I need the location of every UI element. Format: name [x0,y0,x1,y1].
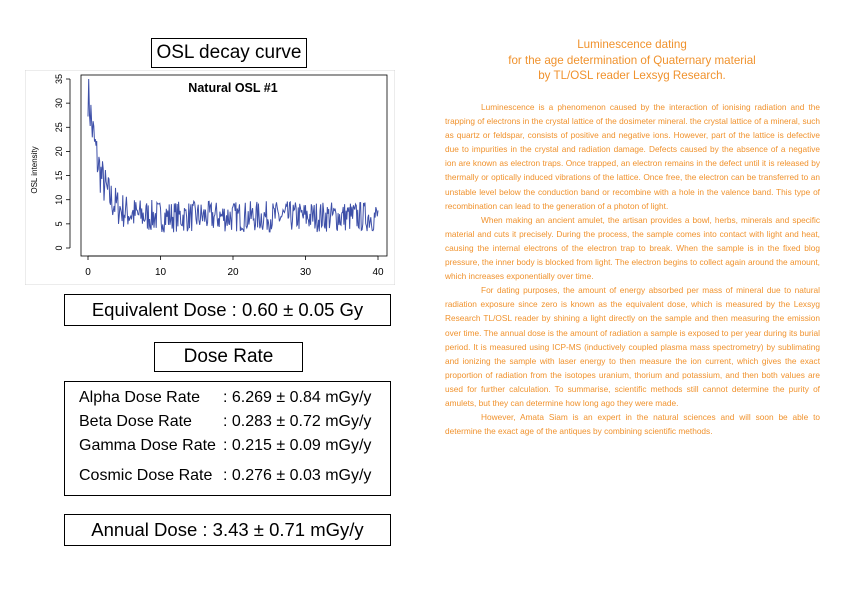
dose-value: : 0.276 ± 0.03 mGy/y [223,467,372,484]
y-axis-label: OSL intensity [30,146,39,194]
x-tick-label: 20 [227,267,239,278]
dose-name: Cosmic Dose Rate [79,467,213,484]
article-title-line: for the age determination of Quaternary material [508,53,756,67]
dose-name: Alpha Dose Rate [79,389,200,406]
chart-title-text: OSL decay curve [156,42,302,63]
dose-rate-title-text: Dose Rate [183,346,274,367]
x-tick-label: 40 [372,267,384,278]
y-tick-label: 15 [54,170,64,181]
article-paragraph: When making an ancient amulet, the artisan provides a bowl, herbs, minerals and specific material and cuts it precisely. During the process, the sample comes into contact with light and heat, causing the internal electrons of the electron trap to break. When the sample is in the fixed blog pressure, the inner body is blocked from light. The electron begins to collect again around the amount, which increases exponentially over time. [445,214,820,282]
y-tick-label: 5 [54,221,64,227]
dose-name: Gamma Dose Rate [79,437,216,454]
article-title-line: by TL/OSL reader Lexsyg Research. [538,69,726,82]
article-paragraph: However, Amata Siam is an expert in the natural sciences and will soon be able to determine the exact age of the antiques by combining scientific methods. [445,412,820,437]
article-title-line: Luminescence dating [577,38,687,51]
chart-title-box [151,38,307,68]
article-body [445,100,820,438]
y-tick-label: 35 [54,73,64,85]
x-tick-label: 0 [85,267,91,278]
chart-frame-outer [25,70,395,285]
y-tick-label: 10 [54,194,64,205]
equivalent-dose-box [64,294,391,326]
osl-decay-chart [25,70,395,285]
y-tick-label: 20 [54,146,64,157]
y-tick-label: 0 [54,245,64,251]
y-tick-label: 30 [54,98,64,109]
article-title [440,37,824,84]
dose-name: Beta Dose Rate [79,413,192,430]
article-paragraph: Luminescence is a phenomenon caused by the interaction of ionising radiation and the trapping of electrons in the crystal lattice of the dosimeter mineral. the crystal lattice of a mineral, such as quartz or feldspar, consists of positive and negative ions. However, part of the lattice is defective due to impurities in the crystal and radiation damage. Defects caused by the absence of a negative ion are known as electron traps. Once trapped, an electron remains in the defect until it is released by thermally or optically induced vibrations of the lattice. Once free, the electron can be transferred to an unstable level below the conduction band or recombine with a hole in the valence band. This type of recombination can lead to the generation of a photon of light. [445,102,820,211]
annual-dose-box [64,514,391,546]
x-tick-label: 30 [299,267,312,278]
chart-plot-title: Natural OSL #1 [188,81,278,95]
dose-value: : 0.283 ± 0.72 mGy/y [223,413,372,430]
annual-dose-text: Annual Dose : 3.43 ± 0.71 mGy/y [91,519,364,540]
equivalent-dose-text: Equivalent Dose : 0.60 ± 0.05 Gy [91,299,364,320]
x-tick-label: 10 [154,267,167,278]
dose-rate-title-box [154,342,303,372]
article-paragraph: For dating purposes, the amount of energy absorbed per mass of mineral due to natural radiation exposure since zero is known as the equivalent dose, which is measured by the Lexsyg Research TL/OSL reader by shining a light directly on the sample and then measuring the emission over time. The annual dose is the amount of radiation a sample is exposed to per year during its burial period. It is measured using ICP-MS (inductively coupled plasma mass spectrometry) by sublimating and ionizing the sample with laser energy to then measure the ion current, which gives the exact proportion of radiation from the isotopes uranium, thorium and potassium, and then both values are used for further calculation. To summarise, scientific methods still cannot determine the purity of amulets, but they can determine how long ago they were made. [445,285,820,408]
y-tick-label: 25 [54,122,64,133]
dose-value: : 6.269 ± 0.84 mGy/y [223,389,372,406]
dose-value: : 0.215 ± 0.09 mGy/y [223,437,372,454]
